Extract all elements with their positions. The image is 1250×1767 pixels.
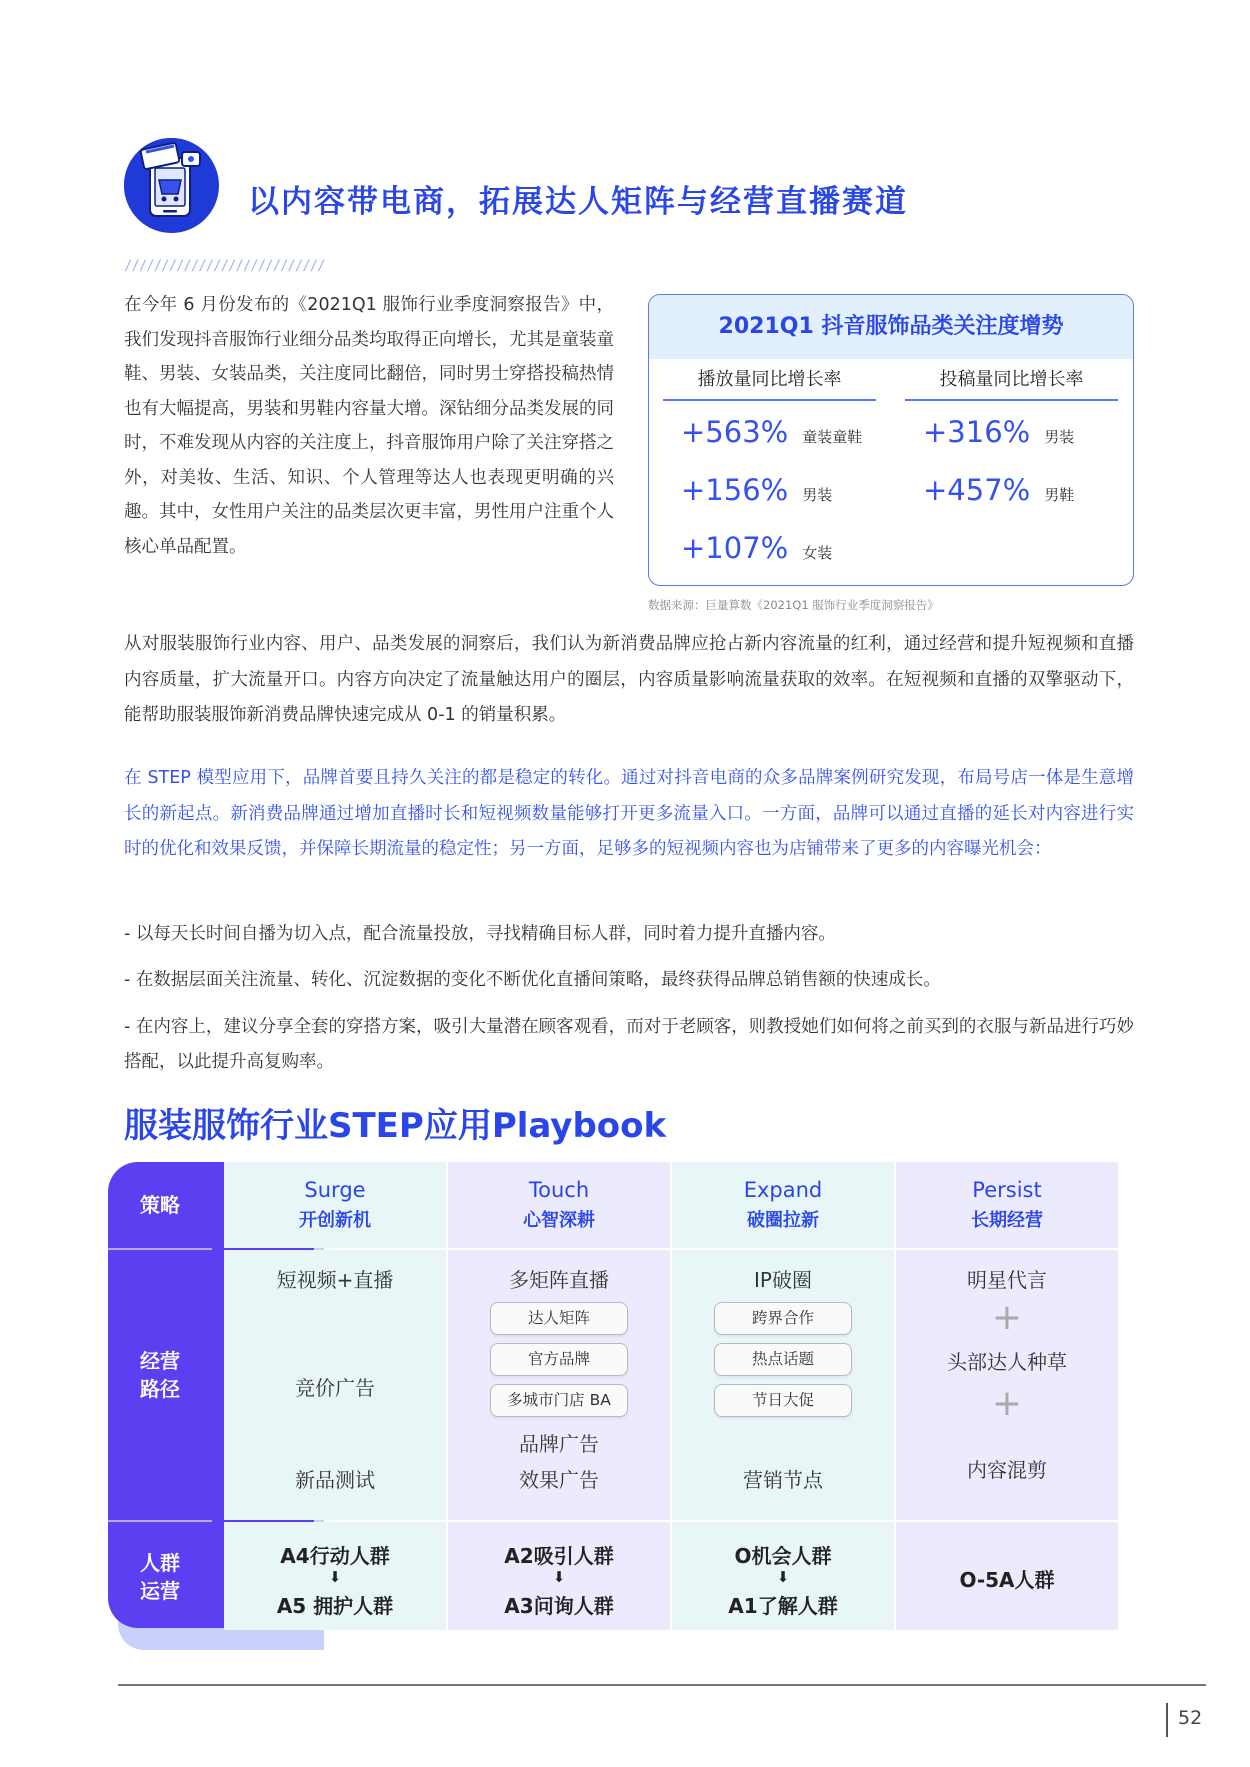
- stat-value: +156%: [681, 473, 789, 507]
- column-title-en: Touch: [528, 1178, 590, 1202]
- data-source-note: 数据来源：巨量算数《2021Q1 服饰行业季度洞察报告》: [648, 598, 939, 612]
- row-label-line: 经营: [140, 1349, 180, 1373]
- crowd-item: A2吸引人群: [504, 1544, 614, 1568]
- stat-row: [663, 459, 876, 517]
- arrow-down-icon: ⬇: [776, 1568, 790, 1586]
- row-label-strategy: 策略: [140, 1193, 180, 1217]
- crowd-item: O-5A人群: [959, 1568, 1055, 1592]
- column-body: [224, 1250, 446, 1520]
- column-title-cn: 破圈拉新: [747, 1210, 819, 1231]
- bullet-item: - 在内容上，建议分享全套的穿搭方案，吸引大量潜在顾客观看，而对于老顾客，则教授她们如何将之前买到的衣服与新品进行巧妙搭配，以此提升高复购率。: [124, 1017, 1134, 1072]
- path-item: 多矩阵直播: [509, 1268, 609, 1292]
- tag-pill: 热点话题: [714, 1343, 852, 1376]
- crowd-item: A5 拥护人群: [276, 1594, 394, 1618]
- tag-pill: 跨界合作: [714, 1302, 852, 1335]
- crowd-item: O机会人群: [734, 1544, 832, 1568]
- path-item: 头部达人种草: [947, 1350, 1067, 1374]
- row-label-line: 路径: [140, 1377, 180, 1401]
- stats-column-play: [663, 359, 876, 575]
- arrow-down-icon: ⬇: [328, 1568, 342, 1586]
- shopping-phone-icon: [124, 138, 219, 233]
- page-title: 以内容带电商，拓展达人矩阵与经营直播赛道: [248, 184, 908, 220]
- row-divider: [108, 1248, 212, 1250]
- column-header: [896, 1162, 1118, 1248]
- column-body: [672, 1250, 894, 1520]
- column-body: [448, 1250, 670, 1520]
- path-item: 品牌广告: [519, 1432, 599, 1456]
- stat-label: 女装: [802, 544, 833, 562]
- stats-column-header: 播放量同比增长率: [663, 359, 876, 401]
- stats-box: [648, 294, 1134, 586]
- tag-pill: 官方品牌: [490, 1343, 628, 1376]
- row-label-crowd: [108, 1549, 212, 1605]
- bullet-item: - 在数据层面关注流量、转化、沉淀数据的变化不断优化直播间策略，最终获得品牌总销售额的快速成长。: [124, 970, 941, 990]
- playbook-title: 服装服饰行业STEP应用Playbook: [124, 1106, 667, 1146]
- column-title-en: Surge: [304, 1178, 366, 1202]
- column-footer: [448, 1522, 670, 1630]
- path-item: 营销节点: [743, 1468, 823, 1492]
- path-item: 明星代言: [967, 1268, 1047, 1292]
- stat-row: [663, 517, 876, 575]
- path-item: 内容混剪: [967, 1458, 1047, 1482]
- column-title-en: Expand: [743, 1178, 823, 1202]
- column-touch: [448, 1162, 670, 1630]
- stat-row: [905, 401, 1118, 459]
- crowd-item: A4行动人群: [280, 1544, 390, 1568]
- stat-label: 男装: [802, 486, 833, 504]
- tag-pill: 节日大促: [714, 1384, 852, 1417]
- stat-row: [663, 401, 876, 459]
- column-persist: [896, 1162, 1118, 1630]
- stat-row: [905, 459, 1118, 517]
- row-label-path: [108, 1347, 212, 1403]
- column-header: [448, 1162, 670, 1248]
- stat-label: 男装: [1044, 428, 1075, 446]
- stat-value: +316%: [923, 415, 1031, 449]
- plus-icon: +: [991, 1383, 1023, 1424]
- crowd-item: A3问询人群: [504, 1594, 614, 1618]
- stat-label: 童装童鞋: [802, 428, 863, 446]
- intro-paragraph: 在今年 6 月份发布的《2021Q1 服饰行业季度洞察报告》中，我们发现抖音服饰行业细分品类均取得正向增长，尤其是童装童鞋、男装、女装品类，关注度同比翻倍，同时男士穿搭投稿热情也有大幅提高，男装和男鞋内容量大增。深钻细分品类发展的同时，不难发现从内容的关注度上，抖音服饰用户除了关注穿搭之外，对美妆、生活、知识、个人管理等达人也表现更明确的兴趣。其中，女性用户关注的品类层次更丰富，男性用户注重个人核心单品配置。: [124, 295, 614, 557]
- column-footer: [224, 1522, 446, 1630]
- row-divider: [108, 1520, 212, 1522]
- column-title-en: Persist: [972, 1178, 1042, 1202]
- column-surge: [224, 1162, 446, 1630]
- tag-pill: 达人矩阵: [490, 1302, 628, 1335]
- path-item: 效果广告: [519, 1468, 599, 1492]
- stats-column-post: [905, 359, 1118, 517]
- row-label-line: 人群: [140, 1551, 180, 1575]
- footer-divider: [118, 1684, 1206, 1686]
- column-title-cn: 长期经营: [971, 1210, 1043, 1231]
- column-body: [896, 1250, 1118, 1520]
- path-item: 新品测试: [295, 1468, 375, 1492]
- page-number: 52: [1178, 1707, 1203, 1729]
- column-expand: [672, 1162, 894, 1630]
- stat-value: +457%: [923, 473, 1031, 507]
- column-footer: [896, 1522, 1118, 1630]
- column-header: [672, 1162, 894, 1248]
- tag-pill: 多城市门店 BA: [490, 1384, 628, 1417]
- stat-value: +563%: [681, 415, 789, 449]
- column-header: [224, 1162, 446, 1248]
- crowd-item: A1了解人群: [728, 1594, 838, 1618]
- stat-value: +107%: [681, 531, 789, 565]
- playbook-table: [108, 1162, 1120, 1640]
- plus-icon: +: [991, 1297, 1023, 1338]
- column-title-cn: 开创新机: [299, 1210, 371, 1231]
- page-number-separator: [1166, 1703, 1168, 1737]
- decorative-divider: ///////////////////////////: [124, 258, 325, 272]
- path-item: 短视频+直播: [276, 1268, 394, 1292]
- row-label-line: 运营: [140, 1579, 180, 1603]
- stat-label: 男鞋: [1044, 486, 1075, 504]
- stats-title: 2021Q1 抖音服饰品类关注度增势: [649, 295, 1133, 359]
- highlight-paragraph: 在 STEP 模型应用下，品牌首要且持久关注的都是稳定的转化。通过对抖音电商的众多品牌案例研究发现，布局号店一体是生意增长的新起点。新消费品牌通过增加直播时长和短视频数量能够打开更多流量入口。一方面，品牌可以通过直播的延长对内容进行实时的优化和效果反馈，并保障长期流量的稳定性；另一方面，足够多的短视频内容也为店铺带来了更多的内容曝光机会：: [124, 768, 1134, 859]
- path-item: IP破圈: [754, 1268, 812, 1292]
- bullet-item: - 以每天长时间自播为切入点，配合流量投放，寻找精确目标人群，同时着力提升直播内容。: [124, 924, 836, 944]
- column-title-cn: 心智深耕: [523, 1210, 595, 1231]
- body-paragraph: 从对服装服饰行业内容、用户、品类发展的洞察后，我们认为新消费品牌应抢占新内容流量的红利，通过经营和提升短视频和直播内容质量，扩大流量开口。内容方向决定了流量触达用户的圈层，内容质量影响流量获取的效率。在短视频和直播的双擎驱动下，能帮助服装服饰新消费品牌快速完成从 0-1 的销量积累。: [124, 634, 1134, 725]
- path-item: 竞价广告: [295, 1376, 375, 1400]
- stats-column-header: 投稿量同比增长率: [905, 359, 1118, 401]
- column-footer: [672, 1522, 894, 1630]
- arrow-down-icon: ⬇: [552, 1568, 566, 1586]
